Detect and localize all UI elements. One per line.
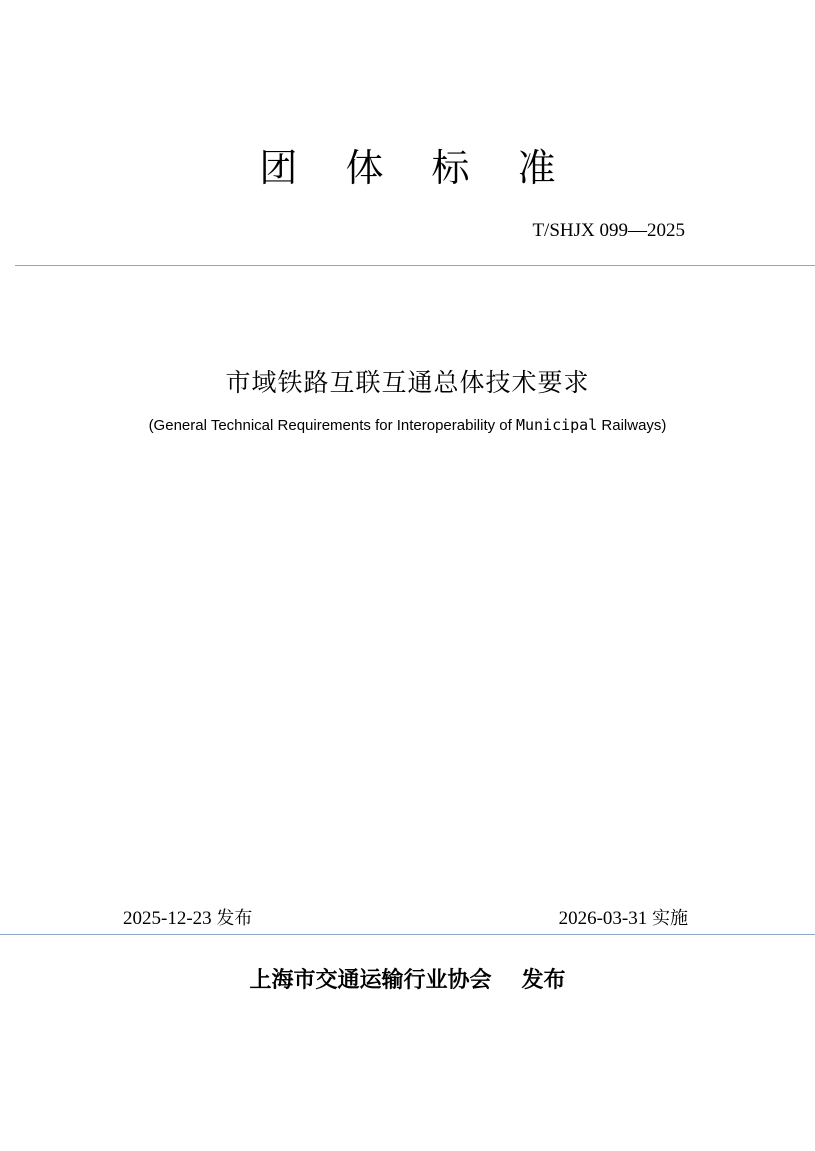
publisher-name: 上海市交通运输行业协会 [249, 968, 492, 993]
document-subtitle [0, 413, 815, 438]
standard-number: T/SHJX 099—2025 [532, 220, 685, 241]
subtitle-mono: Municipal [515, 416, 598, 434]
implementation-label: 实施 [652, 908, 688, 929]
subtitle-prefix: (General Technical Requirements for Interoperability of [148, 417, 516, 434]
subtitle-suffix: Railways) [597, 417, 667, 434]
issue-date: 2025-12-23 [123, 908, 212, 929]
issue-date-row [123, 906, 252, 932]
publisher-line [0, 964, 815, 998]
bottom-divider [0, 934, 815, 935]
implementation-date-row [559, 906, 688, 932]
implementation-date: 2026-03-31 [558, 908, 648, 929]
header-title: 团 体 标 准 [259, 146, 574, 190]
issue-label: 发布 [216, 908, 253, 929]
document-title: 市域铁路互联互通总体技术要求 [225, 368, 590, 397]
top-divider [15, 265, 815, 266]
publisher-action: 发布 [521, 968, 566, 993]
